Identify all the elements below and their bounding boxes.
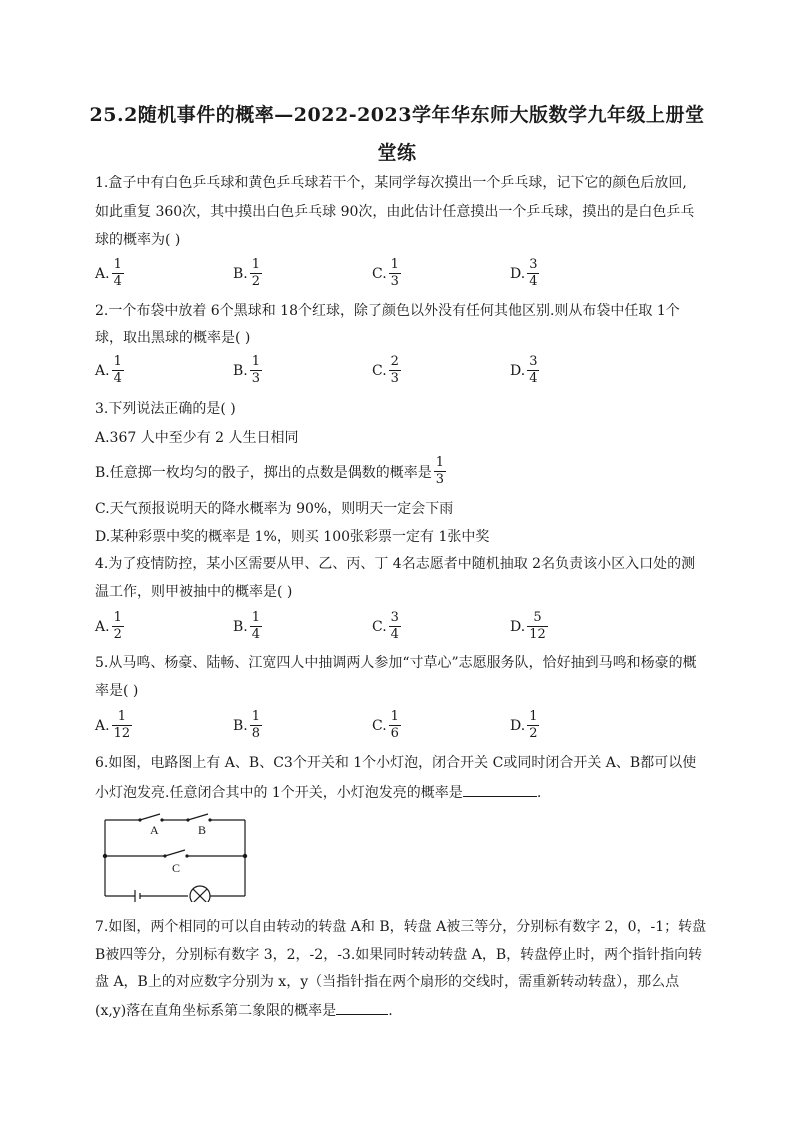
q5-option-a[interactable]: A. $\frac{1}{12}$ xyxy=(95,709,131,741)
q7-stem-line1: 7.如图，两个相同的可以自由转动的转盘 A和 B，转盘 A被三等分，分别标有数字 2，0，-1；转盘 xyxy=(95,919,707,935)
q5-option-d[interactable]: D. $\frac{1}{2}$ xyxy=(510,709,538,741)
q1-stem-line1: 1.盒子中有白色乒乓球和黄色乒乓球若干个，某同学每次摸出一个乒乓球，记下它的颜色后放回, xyxy=(95,175,687,191)
q4-option-a[interactable]: A. $\frac{1}{2}$ xyxy=(95,610,122,642)
page-title: 25.2随机事件的概率—2022-2023学年华东师大版数学九年级上册堂 xyxy=(89,104,705,126)
q3-option-c[interactable]: C.天气预报说明天的降水概率为 90%，则明天一定会下雨 xyxy=(95,501,454,517)
switch-b-icon xyxy=(188,814,208,820)
q3-option-a[interactable]: A.367 人中至少有 2 人生日相同 xyxy=(95,430,299,446)
fraction: $\frac{1}{12}$ xyxy=(113,709,131,741)
q2-option-b[interactable]: B. $\frac{1}{3}$ xyxy=(233,354,261,386)
fraction: $\frac{1}{4}$ xyxy=(113,354,122,386)
q3-stem: 3.下列说法正确的是( ) xyxy=(95,401,236,417)
q3-option-d[interactable]: D.某种彩票中奖的概率是 1%，则买 100张彩票一定有 1张中奖 xyxy=(95,529,490,545)
q1-option-d[interactable]: D. $\frac{3}{4}$ xyxy=(510,257,538,289)
fraction: $\frac{2}{3}$ xyxy=(390,354,399,386)
page-title-continued: 堂练 xyxy=(377,142,417,164)
q1-stem-line2: 如此重复 360次，其中摸出白色乒乓球 90次，由此估计任意摸出一个乒乓球，摸出的是白色乒乓 xyxy=(95,204,695,220)
q4-option-b[interactable]: B. $\frac{1}{4}$ xyxy=(233,610,261,642)
fraction: $\frac{1}{4}$ xyxy=(251,610,261,642)
q5-stem-line2: 率是( ) xyxy=(95,683,139,699)
q7-stem-line4: (x,y)落在直角坐标系第二象限的概率是 . xyxy=(95,1000,393,1021)
fraction: $\frac{1}{2}$ xyxy=(251,257,261,289)
q4-stem-line1: 4.为了疫情防控，某小区需要从甲、乙、丙、丁 4名志愿者中随机抽取 2名负责该小区入口处的测 xyxy=(95,556,696,572)
fraction: $\frac{1}{8}$ xyxy=(251,709,261,741)
q5-option-c[interactable]: C. $\frac{1}{6}$ xyxy=(372,709,399,741)
lamp-icon xyxy=(190,886,210,902)
q2-option-d[interactable]: D. $\frac{3}{4}$ xyxy=(510,354,538,386)
fraction: $\frac{1}{3}$ xyxy=(251,354,261,386)
fraction: $\frac{1}{2}$ xyxy=(529,709,538,741)
q7-stem-line2: B被四等分，分别标有数字 3，2，-2，-3.如果同时转动转盘 A，B，转盘停止时，两个指针指向转 xyxy=(95,947,703,963)
q2-stem-line1: 2.一个布袋中放着 6个黑球和 18个红球，除了颜色以外没有任何其他区别.则从布袋中任取 1个 xyxy=(95,303,680,319)
fraction: $\frac{3}{4}$ xyxy=(529,354,538,386)
fraction: $\frac{1}{4}$ xyxy=(113,257,122,289)
q3-option-b[interactable]: B.任意掷一枚均匀的骰子，掷出的点数是偶数的概率是 $\frac{1}{3}$ xyxy=(95,455,445,487)
q5-option-b[interactable]: B. $\frac{1}{8}$ xyxy=(233,709,261,741)
q5-stem-line1: 5.从马鸣、杨豪、陆畅、江宽四人中抽调两人参加“寸草心”志愿服务队，恰好抽到马鸣和杨豪的概 xyxy=(95,655,697,671)
q2-stem-line2: 球，取出黑球的概率是( ) xyxy=(95,330,251,346)
fraction: $\frac{3}{4}$ xyxy=(390,610,399,642)
switch-a-icon xyxy=(140,814,160,820)
q4-option-c[interactable]: C. $\frac{3}{4}$ xyxy=(372,610,399,642)
q1-option-a[interactable]: A. $\frac{1}{4}$ xyxy=(95,257,122,289)
q4-option-d[interactable]: D. $\frac{5}{12}$ xyxy=(510,610,546,642)
switch-a-label: A xyxy=(150,823,159,837)
q1-option-c[interactable]: C. $\frac{1}{3}$ xyxy=(372,257,399,289)
fraction: $\frac{1}{2}$ xyxy=(113,610,122,642)
switch-c-icon xyxy=(165,850,185,856)
q1-stem-line3: 球的概率为( ) xyxy=(95,232,181,248)
fraction: $\frac{1}{3}$ xyxy=(390,257,399,289)
answer-blank[interactable] xyxy=(463,782,537,797)
q4-stem-line2: 温工作，则甲被抽中的概率是( ) xyxy=(95,584,293,600)
switch-b-label: B xyxy=(198,823,207,837)
q7-stem-line3: 盘 A，B上的对应数字分别为 x，y（当指针指在两个扇形的交线时，需重新转动转盘），那么点 xyxy=(95,974,680,990)
q6-stem-line2: 小灯泡发亮.任意闭合其中的 1个开关，小灯泡发亮的概率是 . xyxy=(95,782,541,803)
answer-blank[interactable] xyxy=(336,1000,388,1015)
q2-option-c[interactable]: C. $\frac{2}{3}$ xyxy=(372,354,399,386)
fraction: $\frac{5}{12}$ xyxy=(529,610,546,642)
fraction: $\frac{1}{6}$ xyxy=(390,709,399,741)
switch-c-label: C xyxy=(172,861,181,875)
fraction: $\frac{1}{3}$ xyxy=(435,455,445,487)
q1-option-b[interactable]: B. $\frac{1}{2}$ xyxy=(233,257,261,289)
q2-option-a[interactable]: A. $\frac{1}{4}$ xyxy=(95,354,122,386)
circuit-diagram xyxy=(100,812,250,902)
fraction: $\frac{3}{4}$ xyxy=(529,257,538,289)
q6-stem-line1: 6.如图，电路图上有 A、B、C3个开关和 1个小灯泡，闭合开关 C或同时闭合开关 A、B都可以使 xyxy=(95,755,697,771)
